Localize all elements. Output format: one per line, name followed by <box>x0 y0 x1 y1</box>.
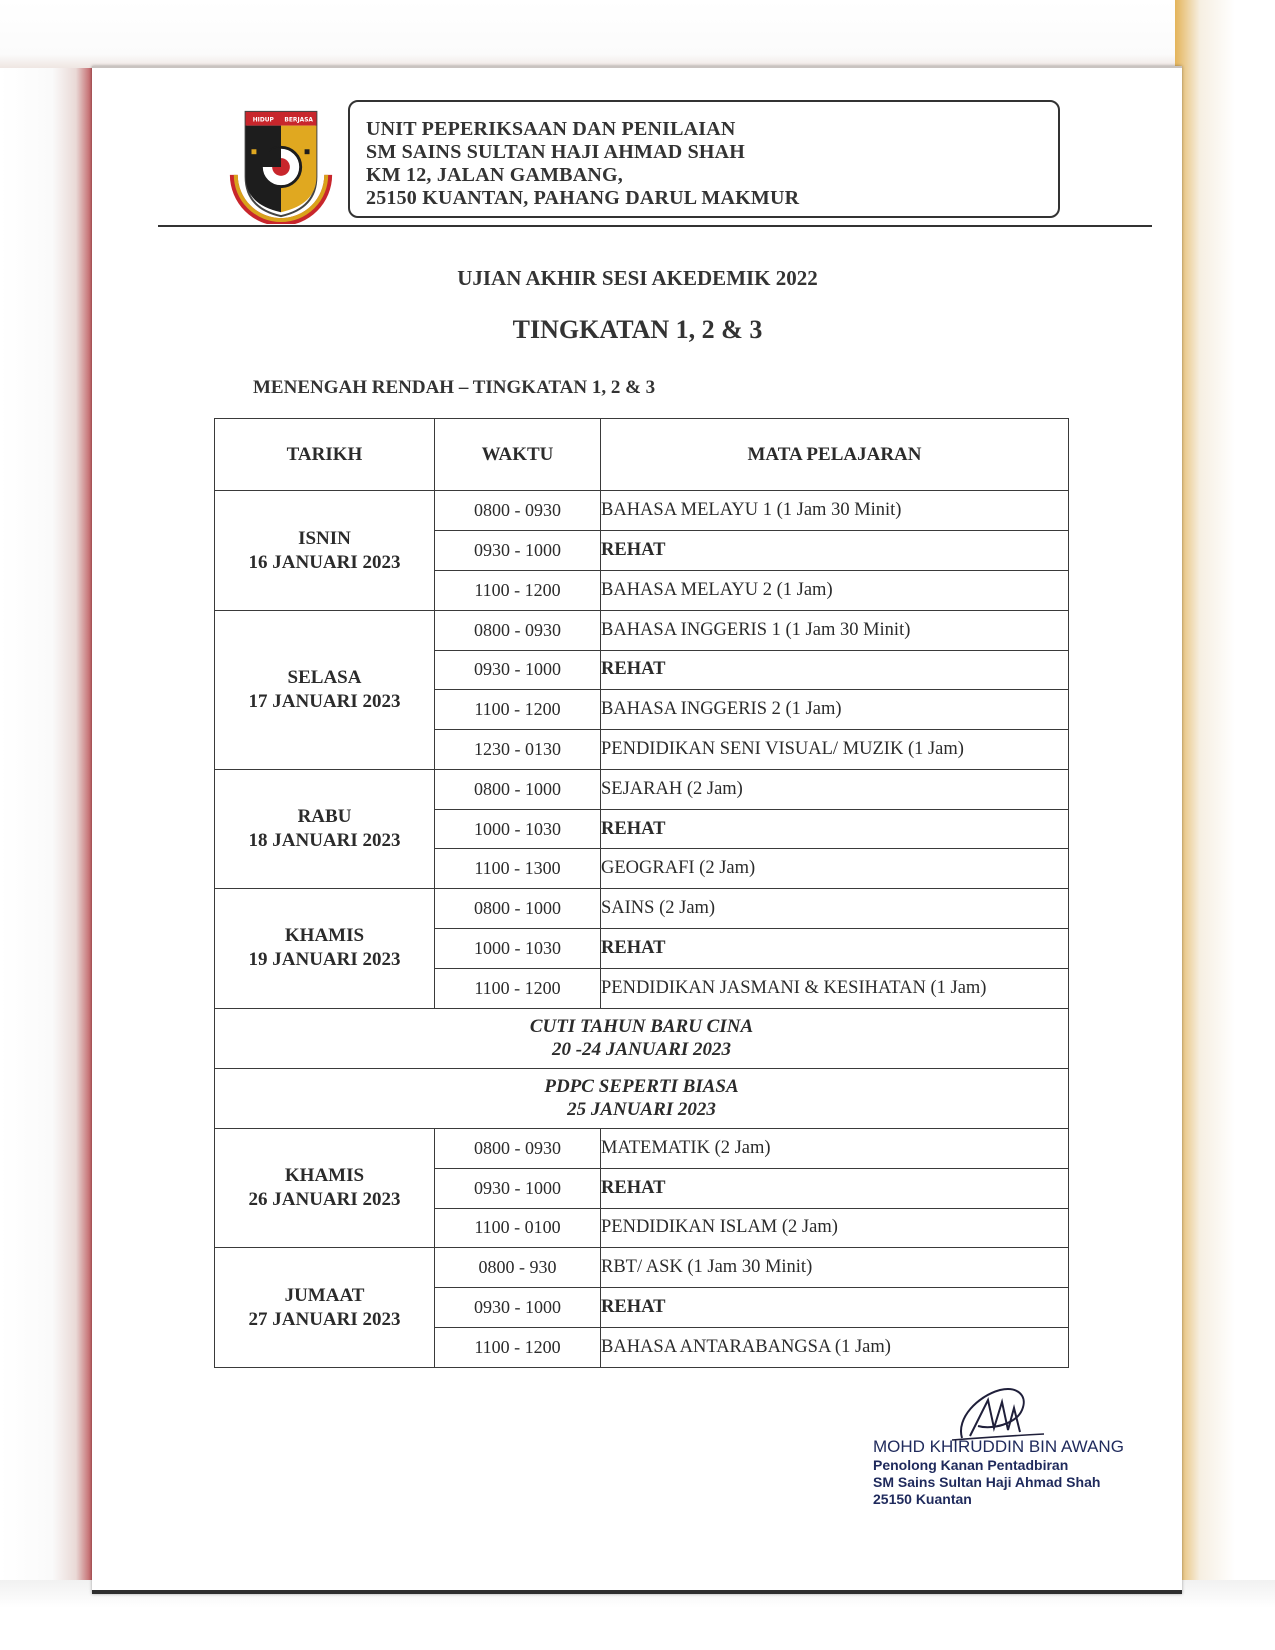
header-waktu: WAKTU <box>435 419 601 491</box>
subject-cell: BAHASA INGGERIS 2 (1 Jam) <box>601 690 1069 730</box>
break-cell: REHAT <box>601 929 1069 969</box>
signatory-name: MOHD KHIRUDDIN BIN AWANG <box>873 1437 1124 1456</box>
subject-cell: BAHASA MELAYU 1 (1 Jam 30 Minit) <box>601 491 1069 531</box>
time-cell: 1000 - 1030 <box>435 929 601 969</box>
date-cell <box>215 889 435 1008</box>
note-cell <box>215 1068 1069 1128</box>
header-mata-pelajaran: MATA PELAJARAN <box>601 419 1069 491</box>
time-cell: 0800 - 0930 <box>435 491 601 531</box>
time-cell: 1000 - 1030 <box>435 809 601 849</box>
time-cell: 0930 - 1000 <box>435 531 601 571</box>
time-cell: 1230 - 0130 <box>435 730 601 770</box>
header-box <box>348 100 1060 218</box>
time-cell: 0930 - 1000 <box>435 1168 601 1208</box>
day-date: 17 JANUARI 2023 <box>248 690 401 712</box>
signature-block <box>873 1437 1124 1508</box>
subject-cell: GEOGRAFI (2 Jam) <box>601 849 1069 889</box>
subject-cell: PENDIDIKAN ISLAM (2 Jam) <box>601 1208 1069 1248</box>
logo-band-left: HIDUP <box>252 117 274 124</box>
time-cell: 1100 - 1300 <box>435 849 601 889</box>
day-name: RABU <box>297 806 352 828</box>
table-header-row <box>215 419 1069 491</box>
table-row <box>215 769 1069 809</box>
note-row <box>215 1008 1069 1068</box>
note-cell <box>215 1008 1069 1068</box>
time-cell: 0800 - 1000 <box>435 889 601 929</box>
header-unit: UNIT PEPERIKSAAN DAN PENILAIAN <box>366 118 736 140</box>
break-cell: REHAT <box>601 1288 1069 1328</box>
subject-cell: PENDIDIKAN JASMANI & KESIHATAN (1 Jam) <box>601 968 1069 1008</box>
time-cell: 0800 - 0930 <box>435 610 601 650</box>
table-row <box>215 1248 1069 1288</box>
break-cell: REHAT <box>601 809 1069 849</box>
subject-cell: SEJARAH (2 Jam) <box>601 769 1069 809</box>
note-row <box>215 1068 1069 1128</box>
time-cell: 1100 - 1200 <box>435 968 601 1008</box>
exam-title: UJIAN AKHIR SESI AKEDEMIK 2022 <box>457 266 818 290</box>
table-row <box>215 491 1069 531</box>
subject-cell: SAINS (2 Jam) <box>601 889 1069 929</box>
date-cell <box>215 1248 435 1368</box>
table-row <box>215 610 1069 650</box>
exam-schedule-table <box>214 418 1069 1368</box>
time-cell: 0800 - 0930 <box>435 1129 601 1169</box>
day-date: 19 JANUARI 2023 <box>248 949 401 971</box>
note-date: 20 -24 JANUARI 2023 <box>552 1039 731 1061</box>
time-cell: 1100 - 0100 <box>435 1208 601 1248</box>
day-name: SELASA <box>287 666 362 688</box>
subject-cell: BAHASA ANTARABANGSA (1 Jam) <box>601 1327 1069 1367</box>
forms-title: TINGKATAN 1, 2 & 3 <box>512 315 763 344</box>
time-cell: 1100 - 1200 <box>435 1327 601 1367</box>
header-address-2: 25150 KUANTAN, PAHANG DARUL MAKMUR <box>366 187 800 209</box>
subject-cell: BAHASA MELAYU 2 (1 Jam) <box>601 571 1069 611</box>
time-cell: 0800 - 930 <box>435 1248 601 1288</box>
signatory-location: 25150 Kuantan <box>873 1491 972 1507</box>
day-date: 16 JANUARI 2023 <box>248 551 401 573</box>
table-row <box>215 1129 1069 1169</box>
signatory-position: Penolong Kanan Pentadbiran <box>873 1457 1069 1473</box>
section-heading: MENENGAH RENDAH – TINGKATAN 1, 2 & 3 <box>253 377 656 398</box>
school-logo <box>222 106 340 224</box>
subject-cell: PENDIDIKAN SENI VISUAL/ MUZIK (1 Jam) <box>601 730 1069 770</box>
signatory-school: SM Sains Sultan Haji Ahmad Shah <box>873 1474 1101 1490</box>
note-title: CUTI TAHUN BARU CINA <box>529 1016 754 1038</box>
header-school: SM SAINS SULTAN HAJI AHMAD SHAH <box>366 141 746 163</box>
date-cell <box>215 610 435 769</box>
day-name: KHAMIS <box>284 925 365 947</box>
table-row <box>215 889 1069 929</box>
day-date: 26 JANUARI 2023 <box>248 1189 401 1211</box>
time-cell: 1100 - 1200 <box>435 690 601 730</box>
subject-cell: MATEMATIK (2 Jam) <box>601 1129 1069 1169</box>
time-cell: 1100 - 1200 <box>435 571 601 611</box>
break-cell: REHAT <box>601 1168 1069 1208</box>
time-cell: 0930 - 1000 <box>435 1288 601 1328</box>
break-cell: REHAT <box>601 650 1069 690</box>
note-title: PDPC SEPERTI BIASA <box>544 1076 739 1098</box>
subject-cell: RBT/ ASK (1 Jam 30 Minit) <box>601 1248 1069 1288</box>
time-cell: 0930 - 1000 <box>435 650 601 690</box>
header-divider <box>158 225 1152 227</box>
note-date: 25 JANUARI 2023 <box>567 1099 716 1121</box>
day-name: JUMAAT <box>284 1284 365 1306</box>
subject-cell: BAHASA INGGERIS 1 (1 Jam 30 Minit) <box>601 610 1069 650</box>
date-cell <box>215 491 435 610</box>
day-date: 27 JANUARI 2023 <box>248 1308 401 1330</box>
header-tarikh: TARIKH <box>215 419 435 491</box>
date-cell <box>215 1129 435 1248</box>
logo-band-right: BERJASA <box>284 117 314 124</box>
day-name: ISNIN <box>298 527 351 549</box>
time-cell: 0800 - 1000 <box>435 769 601 809</box>
break-cell: REHAT <box>601 531 1069 571</box>
date-cell <box>215 769 435 888</box>
header-address-1: KM 12, JALAN GAMBANG, <box>366 164 623 186</box>
day-name: KHAMIS <box>284 1165 365 1187</box>
day-date: 18 JANUARI 2023 <box>248 830 401 852</box>
